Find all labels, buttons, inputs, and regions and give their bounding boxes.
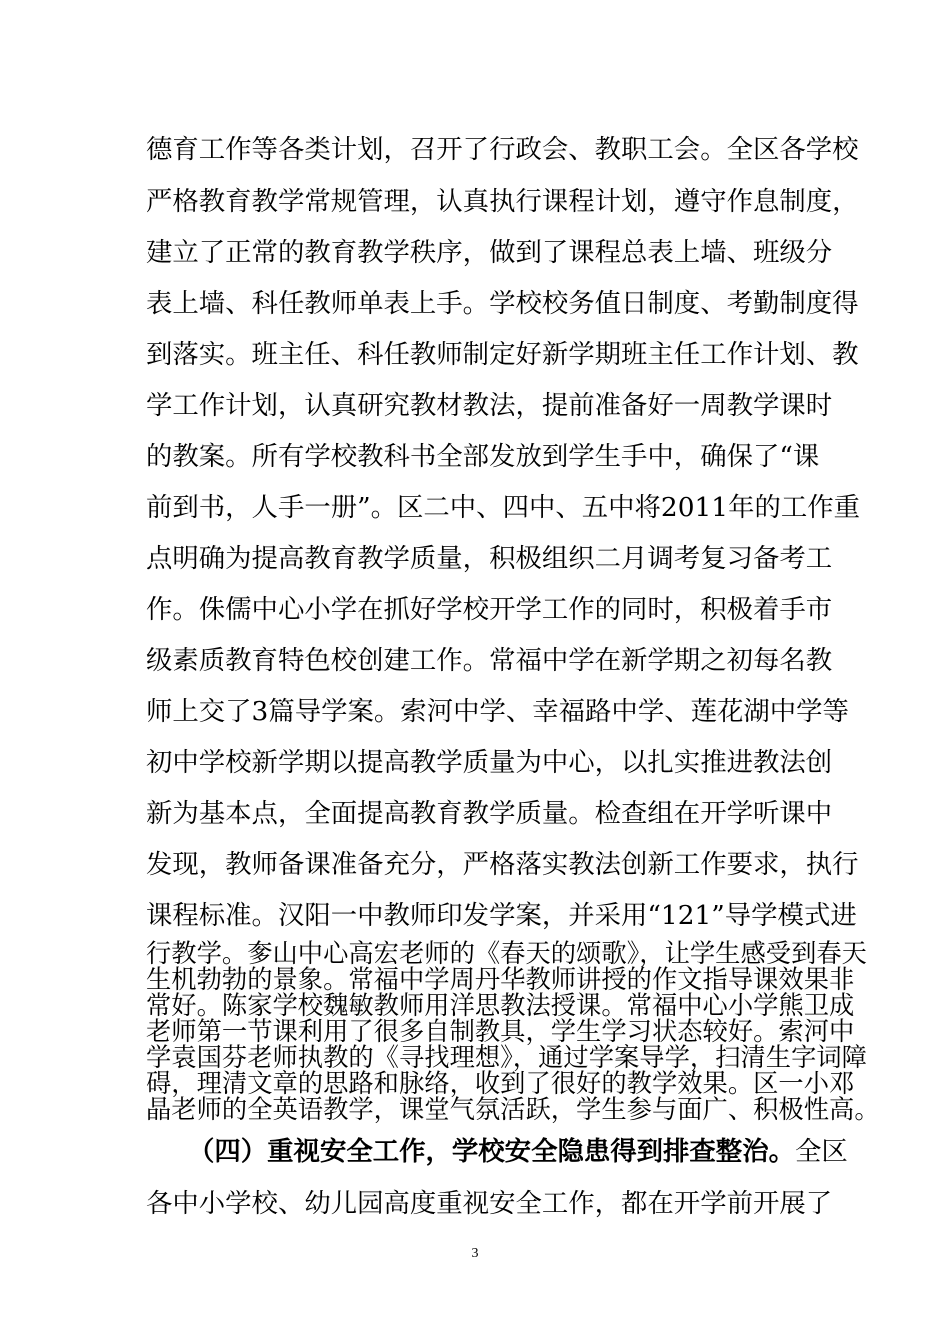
body-line-4: 表上墙、科任教师单表上手。学校校务值日制度、考勤制度得: [146, 288, 859, 319]
dense-line-1: 行教学。奓山中心高宏老师的《春天的颂歌》，让学生感受到春天: [146, 939, 867, 968]
dense-line-6: 碍，理清文章的思路和脉络，收到了很好的教学效果。区一小邓: [146, 1069, 855, 1098]
body-line-16: 课程标准。汉阳一中教师印发学案，并采用“121”导学模式进: [146, 900, 857, 931]
section-heading-line: [188, 1136, 848, 1167]
body-line-8: 前到书，人手一册”。区二中、四中、五中将2011年的工作重: [146, 492, 861, 523]
section-heading: （四）重视安全工作，学校安全隐患得到排查整治。: [188, 1136, 795, 1167]
body-line-14: 新为基本点，全面提高教育教学质量。检查组在开学听课中: [146, 798, 833, 829]
page-number: 3: [471, 1246, 479, 1261]
section-heading-tail: 全区: [794, 1136, 848, 1167]
body-line-6: 学工作计划，认真研究教材教法，提前准备好一周教学课时: [146, 390, 833, 421]
body-line-3: 建立了正常的教育教学秩序，做到了课程总表上墙、班级分: [146, 237, 833, 268]
body-line-15: 发现，教师备课准备充分，严格落实教法创新工作要求，执行: [146, 849, 859, 880]
dense-line-4: 老师第一节课利用了很多自制教具，学生学习状态较好。索河中: [146, 1017, 855, 1046]
body-line-7: 的教案。所有学校教科书全部发放到学生手中，确保了“课: [146, 441, 820, 472]
dense-line-2: 生机勃勃的景象。常福中学周丹华教师讲授的作文指导课效果非: [146, 965, 855, 994]
body-line-1: 德育工作等各类计划，召开了行政会、教职工会。全区各学校: [146, 134, 859, 165]
body-line-10: 作。侏儒中心小学在抓好学校开学工作的同时，积极着手市: [146, 594, 833, 625]
dense-line-7: 晶老师的全英语教学，课堂气氛活跃，学生参与面广、积极性高。: [146, 1095, 880, 1124]
dense-line-5: 学袁国芬老师执教的《寻找理想》，通过学案导学，扫清生字词障: [146, 1043, 867, 1072]
body-line-2: 严格教育教学常规管理，认真执行课程计划，遵守作息制度，: [146, 186, 859, 217]
dense-line-3: 常好。陈家学校魏敏教师用洋思教法授课。常福中心小学熊卫成: [146, 991, 855, 1020]
body-line-13: 初中学校新学期以提高教学质量为中心，以扎实推进教法创: [146, 747, 833, 778]
body-line-5: 到落实。班主任、科任教师制定好新学期班主任工作计划、教: [146, 339, 859, 370]
body-line-9: 点明确为提高教育教学质量，积极组织二月调考复习备考工: [146, 543, 833, 574]
body-line-11: 级素质教育特色校创建工作。常福中学在新学期之初每名教: [146, 645, 833, 676]
body-line-17: 各中小学校、幼儿园高度重视安全工作，都在开学前开展了: [146, 1188, 833, 1219]
body-line-12: 师上交了3篇导学案。索河中学、幸福路中学、莲花湖中学等: [146, 696, 849, 727]
